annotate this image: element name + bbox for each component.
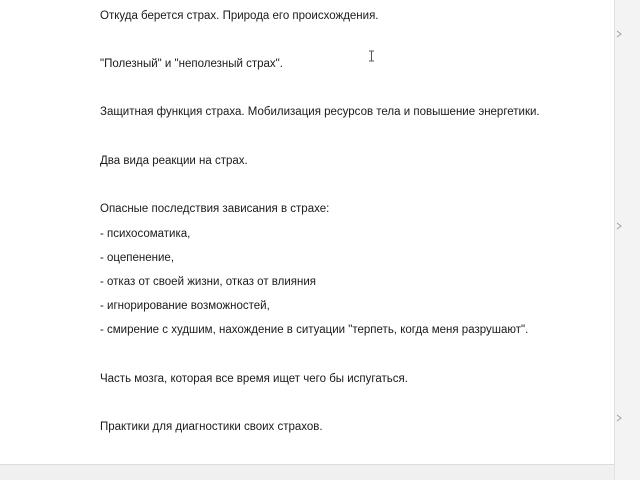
- gutter-marker-icon: [616, 222, 624, 230]
- text-line-two-reactions[interactable]: Два вида реакции на страх.: [100, 155, 248, 167]
- gutter-marker-icon: [616, 30, 624, 38]
- text-line-resignation[interactable]: - смирение с худшим, нахождение в ситуации "терпеть, когда меня разрушают".: [100, 324, 529, 336]
- text-line-stupor[interactable]: - оцепенение,: [100, 252, 175, 264]
- right-gutter: [614, 0, 640, 480]
- text-line-ignoring[interactable]: - игнорирование возможностей,: [100, 300, 270, 312]
- text-line-practices[interactable]: Практики для диагностики своих страхов.: [100, 421, 323, 433]
- text-line-dangerous[interactable]: Опасные последствия зависания в страхе:: [100, 203, 330, 215]
- bottom-bar: [0, 464, 614, 480]
- text-line-psychosomatics[interactable]: - психосоматика,: [100, 228, 191, 240]
- text-line-useful-fear[interactable]: "Полезный" и "неполезный страх".: [100, 58, 283, 70]
- text-cursor-icon: [368, 50, 375, 62]
- text-line-brain[interactable]: Часть мозга, которая все время ищет чего бы испугаться.: [100, 373, 408, 385]
- text-line-origin[interactable]: Откуда берется страх. Природа его происхождения.: [100, 10, 379, 22]
- text-line-refusal[interactable]: - отказ от своей жизни, отказ от влияния: [100, 276, 316, 288]
- gutter-marker-icon: [616, 414, 624, 422]
- text-line-protective[interactable]: Защитная функция страха. Мобилизация ресурсов тела и повышение энергетики.: [100, 106, 540, 118]
